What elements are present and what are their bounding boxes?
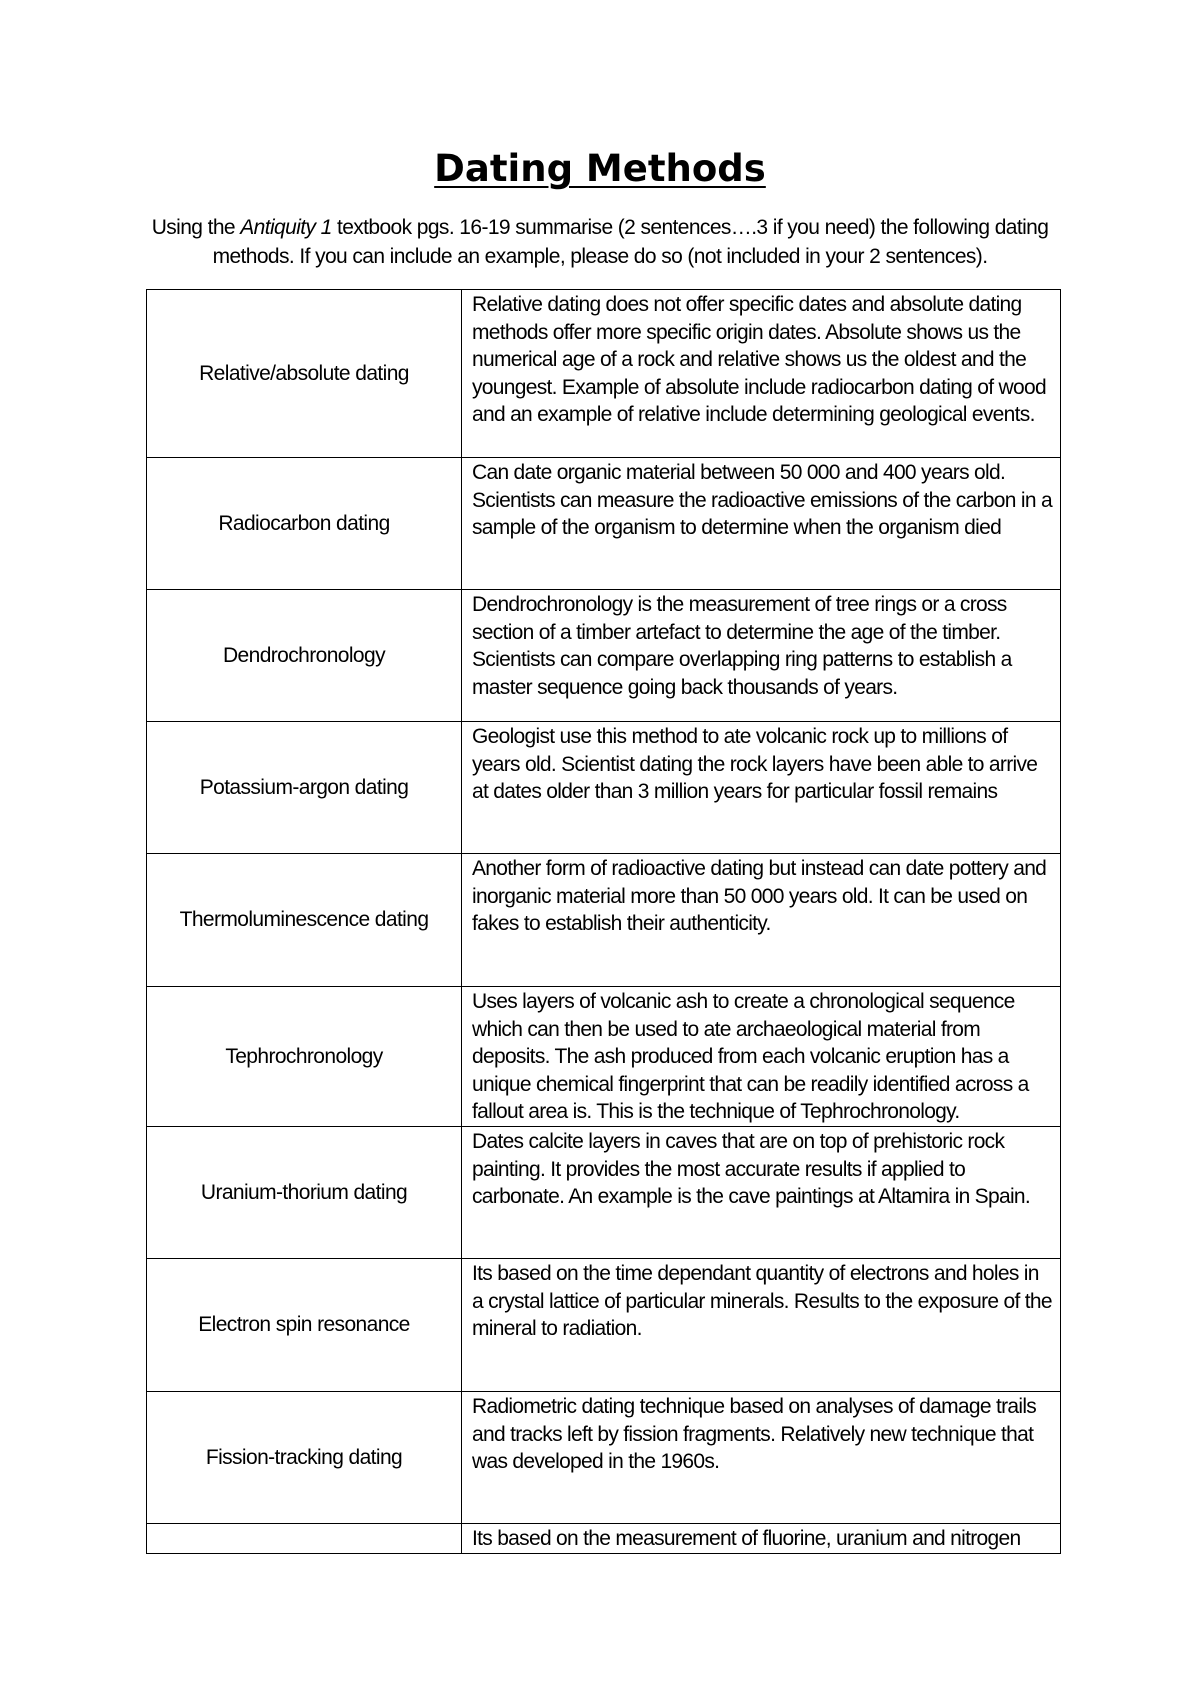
method-summary-cell: Its based on the measurement of fluorine, uranium and nitrogen bbox=[462, 1524, 1061, 1554]
table-row bbox=[147, 987, 1061, 1127]
instructions-paragraph bbox=[140, 213, 1060, 271]
table-row bbox=[147, 1127, 1061, 1259]
method-name-cell: Radiocarbon dating bbox=[147, 458, 462, 590]
method-summary-cell: Dates calcite layers in caves that are on top of prehistoric rock painting. It provides the most accurate results if applied to carbonate. An example is the cave paintings at Altamira in Spain. bbox=[462, 1127, 1061, 1259]
method-name-cell: Dendrochronology bbox=[147, 590, 462, 722]
method-summary-cell: Dendrochronology is the measurement of tree rings or a cross section of a timber artefact to determine the age of the timber. Scientists can compare overlapping ring patterns to establish a master sequence going back thousands of years. bbox=[462, 590, 1061, 722]
table-row bbox=[147, 1259, 1061, 1392]
table-row bbox=[147, 1392, 1061, 1524]
method-summary-cell: Geologist use this method to ate volcanic rock up to millions of years old. Scientist dating the rock layers have been able to arrive at dates older than 3 million years for particular fossil remains bbox=[462, 722, 1061, 854]
method-name-cell: Potassium-argon dating bbox=[147, 722, 462, 854]
method-summary-cell: Radiometric dating technique based on analyses of damage trails and tracks left by fission fragments. Relatively new technique that was developed in the 1960s. bbox=[462, 1392, 1061, 1524]
method-name-cell: Tephrochronology bbox=[147, 987, 462, 1127]
method-summary-cell: Can date organic material between 50 000 and 400 years old. Scientists can measure the radioactive emissions of the carbon in a sample of the organism to determine when the organism died bbox=[462, 458, 1061, 590]
table-row bbox=[147, 1524, 1061, 1554]
table-row bbox=[147, 854, 1061, 987]
textbook-title: Antiquity 1 bbox=[240, 216, 332, 239]
instructions-text-after: textbook pgs. 16-19 summarise (2 sentences….3 if you need) the following dating methods. If you can include an example, please do so (not included in your 2 sentences). bbox=[212, 216, 1049, 268]
method-summary-cell: Uses layers of volcanic ash to create a chronological sequence which can then be used to ate archaeological material from deposits. The ash produced from each volcanic eruption has a unique chemical fingerprint that can be readily identified across a fallout area is. This is the technique of Tephrochronology. bbox=[462, 987, 1061, 1127]
method-summary-cell: Its based on the time dependant quantity of electrons and holes in a crystal lattice of particular minerals. Results to the exposure of the mineral to radiation. bbox=[462, 1259, 1061, 1392]
table-row bbox=[147, 458, 1061, 590]
method-name-cell: Relative/absolute dating bbox=[147, 290, 462, 458]
method-name-cell: Fission-tracking dating bbox=[147, 1392, 462, 1524]
table-row bbox=[147, 722, 1061, 854]
table-row bbox=[147, 590, 1061, 722]
page-title: Dating Methods bbox=[434, 147, 766, 190]
method-summary-cell: Relative dating does not offer specific dates and absolute dating methods offer more specific origin dates. Absolute shows us the numerical age of a rock and relative shows us the oldest and the youngest. Example of absolute include radiocarbon dating of wood and an example of relative include determining geological events. bbox=[462, 290, 1061, 458]
method-name-cell: Thermoluminescence dating bbox=[147, 854, 462, 987]
table-row bbox=[147, 290, 1061, 458]
method-name-cell bbox=[147, 1524, 462, 1554]
dating-methods-table bbox=[146, 289, 1061, 1554]
method-name-cell: Uranium-thorium dating bbox=[147, 1127, 462, 1259]
instructions-text-before: Using the bbox=[151, 216, 241, 239]
method-summary-cell: Another form of radioactive dating but instead can date pottery and inorganic material more than 50 000 years old. It can be used on fakes to establish their authenticity. bbox=[462, 854, 1061, 987]
method-name-cell: Electron spin resonance bbox=[147, 1259, 462, 1392]
